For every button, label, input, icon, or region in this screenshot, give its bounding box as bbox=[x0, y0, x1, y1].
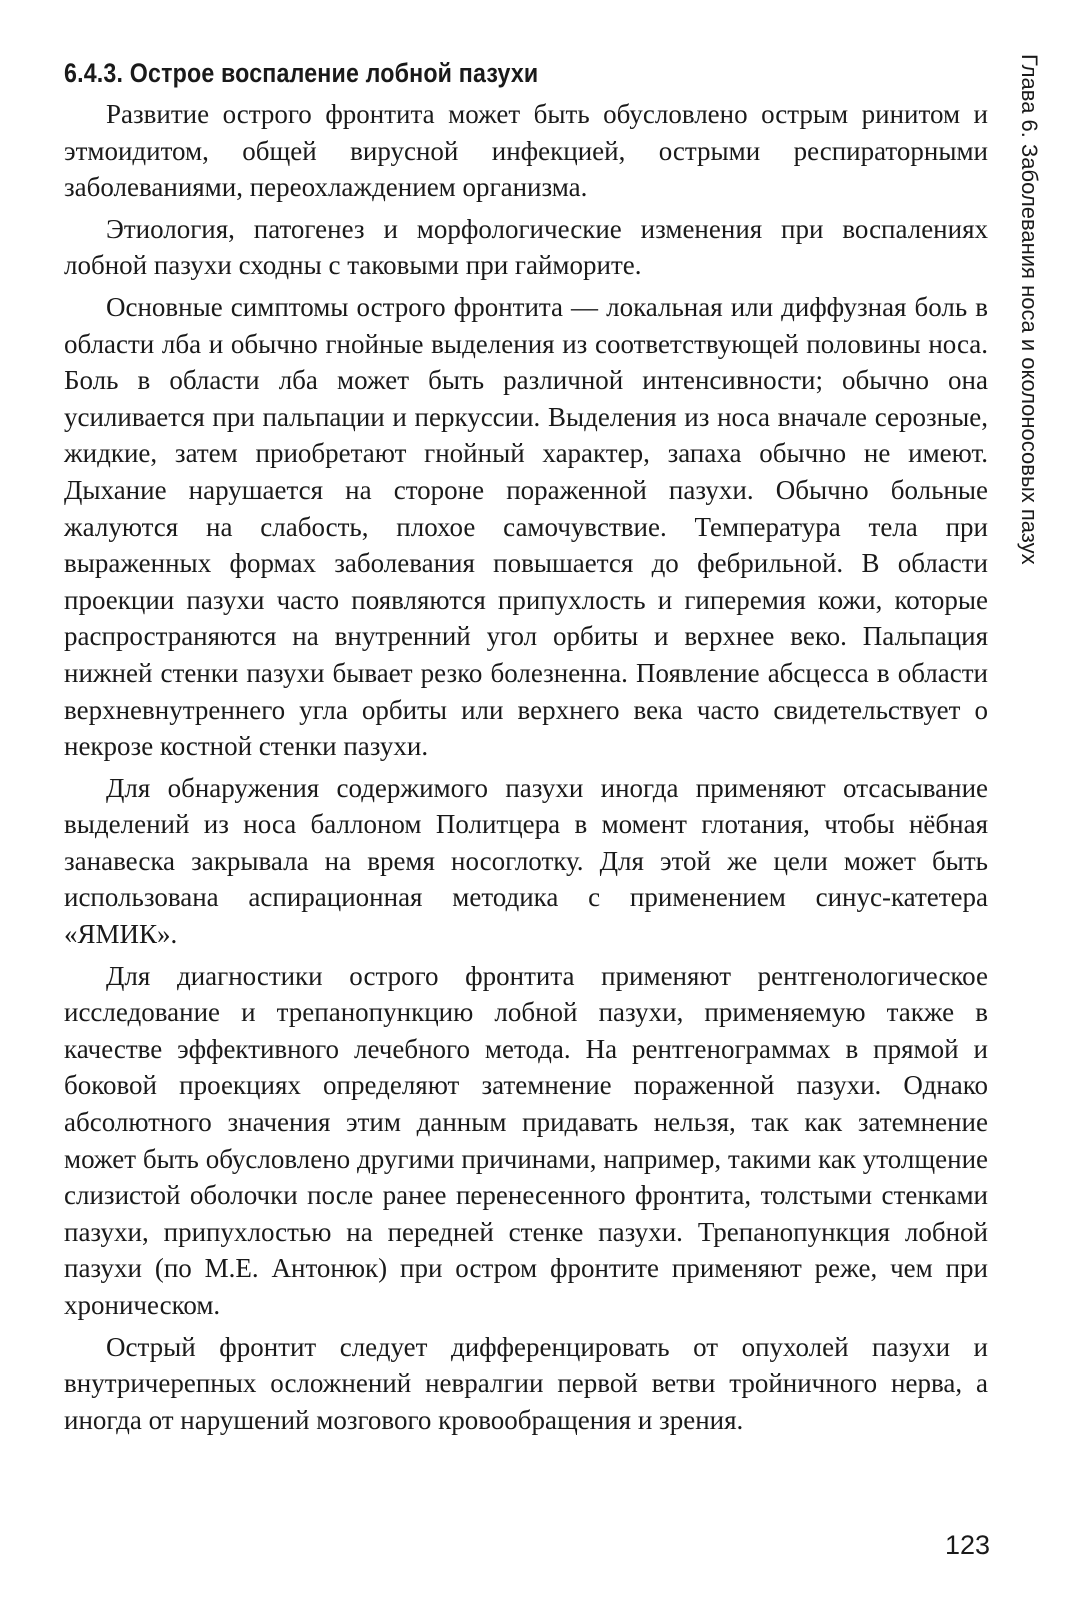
running-head: Глава 6. Заболевания носа и околоносовых пазух bbox=[1017, 54, 1042, 565]
page-content bbox=[64, 52, 988, 1443]
paragraph-symptoms: Основные симптомы острого фронтита — локальная или диффузная боль в области лба и обычно гнойные выделения из соответствующей половины носа. Боль в области лба может быть различной интенсивности; обычно она усиливается при пальпации и перкуссии. Выделения из носа вначале серозные, жидкие, затем приобретают гнойный характер, запаха обычно не имеют. Дыхание нарушается на стороне пораженной пазухи. Обычно больные жалуются на слабость, плохое самочувствие. Температура тела при выраженных формах заболевания повышается до фебрильной. В области проекции пазухи часто появляются припухлость и гиперемия кожи, которые распространяются на внутренний угол орбиты и верхнее веко. Пальпация нижней стенки пазухи бывает резко болезненна. Появление абсцесса в области верхневнутреннего угла орбиты или верхнего века часто свидетельствует о некрозе костной стенки пазухи. bbox=[64, 291, 988, 762]
paragraph-differential-diagnosis: Острый фронтит следует дифференцировать от опухолей пазухи и внутричерепных осложнений невралгии первой ветви тройничного нерва, а иногда от нарушений мозгового кровообращения и зрения. bbox=[64, 1331, 988, 1435]
paragraph-etiology-causes: Развитие острого фронтита может быть обусловлено острым ринитом и этмоидитом, общей вирусной инфекцией, острыми респираторными заболеваниями, переохлаждением организма. bbox=[64, 99, 988, 203]
page-number: 123 bbox=[944, 1530, 990, 1560]
paragraph-pathogenesis: Этиология, патогенез и морфологические изменения при воспалениях лобной пазухи сходны с таковыми при гайморите. bbox=[64, 213, 988, 281]
paragraph-diagnostics: Для диагностики острого фронтита применяют рентгенологическое исследование и трепанопункцию лобной пазухи, применяемую также в качестве эффективного лечебного метода. На рентгенограммах в прямой и боковой проекциях определяют затемнение пораженной пазухи. Однако абсолютного значения этим данным придавать нельзя, так как затемнение может быть обусловлено другими причинами, например, такими как утолщение слизистой оболочки после ранее перенесенного фронтита, толстыми стенками пазухи, припухлостью на передней стенке пазухи. Трепанопункция лобной пазухи (по М.Е. Антонюк) при остром фронтите применяют реже, чем при хроническом. bbox=[64, 960, 988, 1320]
section-heading: 6.4.3. Острое воспаление лобной пазухи bbox=[64, 58, 539, 88]
paragraph-content-detection: Для обнаружения содержимого пазухи иногда применяют отсасывание выделений из носа баллоном Политцера в момент глотания, чтобы нёбная занавеска закрывала на время носоглотку. Для этой же цели может быть использована аспирационная методика с применением синус-катетера «ЯМИК». bbox=[64, 772, 988, 950]
